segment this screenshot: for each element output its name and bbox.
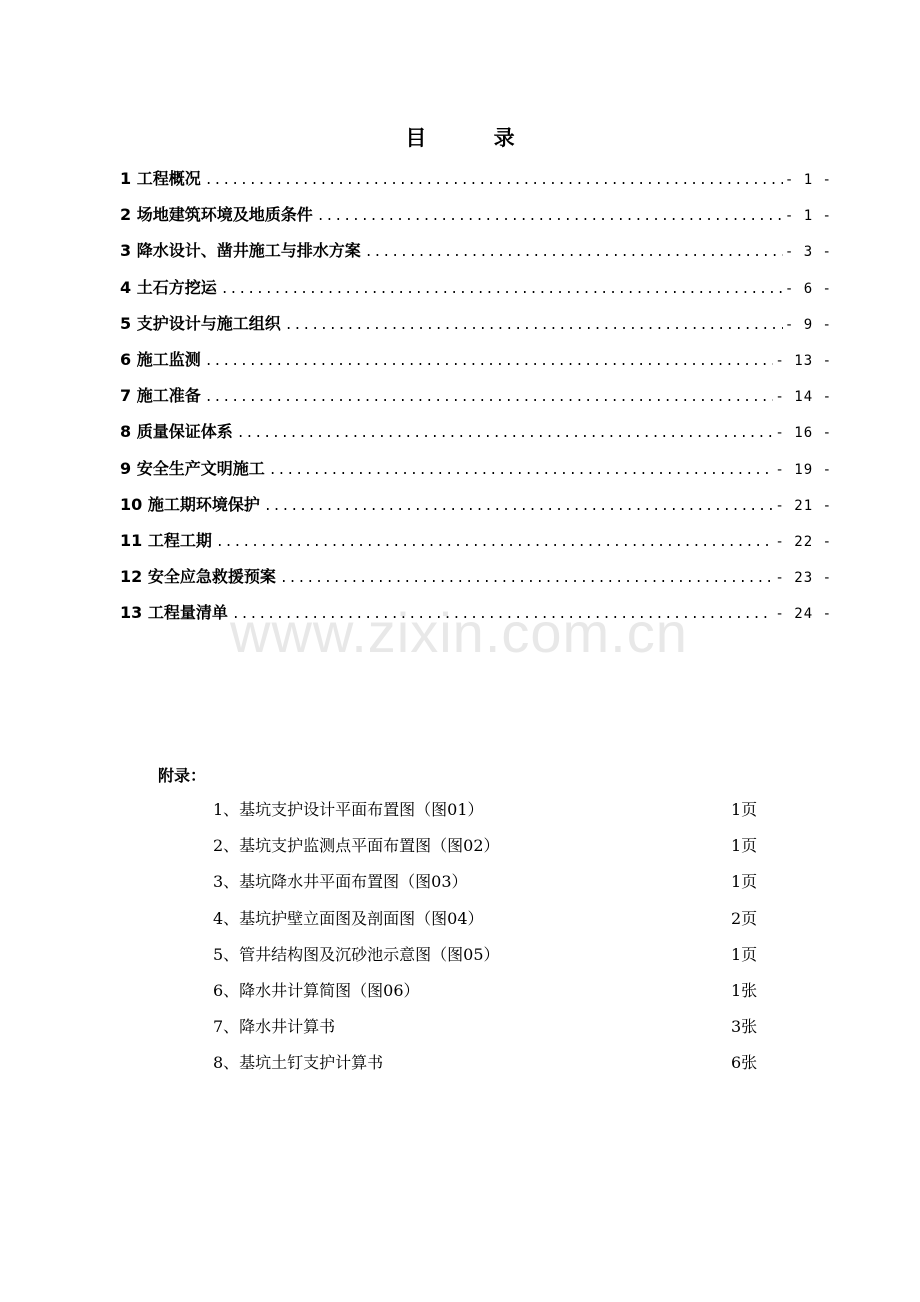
toc-dot-leader (285, 311, 783, 341)
toc-dot-leader (216, 528, 774, 558)
toc-page-number: - 13 - (775, 352, 832, 369)
appendix-item (213, 797, 773, 833)
toc-entry[interactable] (120, 273, 832, 309)
appendix-item (213, 1014, 773, 1050)
toc-entry-label: 12 安全应急救援预案 (120, 567, 276, 587)
toc-entry-label: 7 施工准备 (120, 386, 201, 406)
toc-page-number: - 21 - (775, 497, 832, 514)
toc-entry-label: 9 安全生产文明施工 (120, 458, 265, 478)
toc-entry-label: 4 土石方挖运 (120, 277, 217, 297)
toc-title: 目 录 (405, 126, 545, 150)
toc-page-number: - 1 - (784, 208, 832, 225)
toc-page-number: - 22 - (775, 533, 832, 550)
toc-entry[interactable] (120, 309, 832, 345)
appendix-item-quantity: 1张 (731, 980, 758, 1000)
watermark: www.zixin.com.cn (230, 601, 688, 664)
toc-entry[interactable] (120, 562, 832, 598)
toc-page-number: - 14 - (775, 389, 832, 406)
appendix-item (213, 906, 773, 942)
appendix-item-quantity: 2页 (731, 908, 758, 928)
toc-dot-leader (365, 238, 783, 268)
appendix-item-text: 7、降水井计算书 (213, 1017, 336, 1037)
toc-dot-leader (317, 202, 783, 232)
toc-dot-leader (280, 564, 774, 594)
appendix-item (213, 1050, 773, 1086)
toc-dot-leader (237, 419, 774, 449)
appendix-item-text: 5、管井结构图及沉砂池示意图（图05） (213, 944, 500, 964)
appendix-heading: 附录： (158, 766, 207, 785)
toc-entry-label: 5 支护设计与施工组织 (120, 313, 281, 333)
appendix-item-text: 1、基坑支护设计平面布置图（图01） (213, 800, 484, 819)
appendix-item-text: 6、降水井计算简图（图06） (213, 980, 420, 1000)
appendix-item-text: 2、基坑支护监测点平面布置图（图02） (213, 836, 500, 856)
appendix-item-quantity: 3张 (731, 1017, 758, 1037)
appendix-item-text: 3、基坑降水井平面布置图（图03） (213, 872, 468, 892)
toc-dot-leader (205, 347, 774, 377)
toc-entry-label: 11 工程工期 (120, 530, 212, 550)
toc-dot-leader (264, 492, 774, 522)
toc-entry-label: 10 施工期环境保护 (120, 494, 260, 514)
toc-entry[interactable] (120, 345, 832, 381)
appendix-item-text: 4、基坑护壁立面图及剖面图（图04） (213, 908, 484, 928)
toc-entry-label: 3 降水设计、凿井施工与排水方案 (120, 241, 361, 261)
toc-dot-leader (269, 456, 774, 486)
toc-entry[interactable] (120, 236, 832, 272)
toc-entry[interactable] (120, 381, 832, 417)
toc-entry[interactable] (120, 454, 832, 490)
toc-page-number: - 19 - (775, 461, 832, 478)
toc-entry-label: 2 场地建筑环境及地质条件 (120, 205, 313, 225)
toc-page-number: - 3 - (784, 244, 832, 261)
appendix-item-text: 8、基坑土钉支护计算书 (213, 1053, 384, 1073)
appendix-item-quantity: 1页 (731, 944, 758, 964)
toc-entry[interactable] (120, 200, 832, 236)
toc-page-number: - 1 - (784, 172, 832, 188)
appendix-item (213, 942, 773, 978)
toc-entry-label: 13 工程量清单 (120, 603, 228, 623)
appendix-item-quantity: 6张 (731, 1053, 758, 1073)
toc-entry-label: 6 施工监测 (120, 349, 201, 369)
appendix-list (213, 797, 773, 1087)
toc-page-number: - 9 - (784, 316, 832, 333)
toc-dot-leader (205, 383, 774, 413)
appendix-item (213, 978, 773, 1014)
appendix-item (213, 869, 773, 905)
toc-page-number: - 24 - (775, 606, 832, 623)
toc-entry[interactable] (120, 417, 832, 453)
toc-page-number: - 23 - (775, 570, 832, 587)
toc-entry-label: 8 质量保证体系 (120, 422, 233, 442)
toc-page-number: - 6 - (784, 280, 832, 297)
toc-dot-leader (205, 166, 783, 196)
toc-entry-label: 1 工程概况 (120, 169, 201, 188)
toc-page-number: - 16 - (775, 425, 832, 442)
table-of-contents (120, 164, 832, 634)
toc-dot-leader (221, 275, 783, 305)
appendix-item-quantity: 1页 (731, 872, 758, 892)
appendix-item-quantity: 1页 (731, 800, 758, 819)
appendix-item-quantity: 1页 (731, 836, 758, 856)
toc-entry[interactable] (120, 526, 832, 562)
toc-entry[interactable] (120, 164, 832, 200)
appendix-item (213, 833, 773, 869)
toc-entry[interactable] (120, 490, 832, 526)
